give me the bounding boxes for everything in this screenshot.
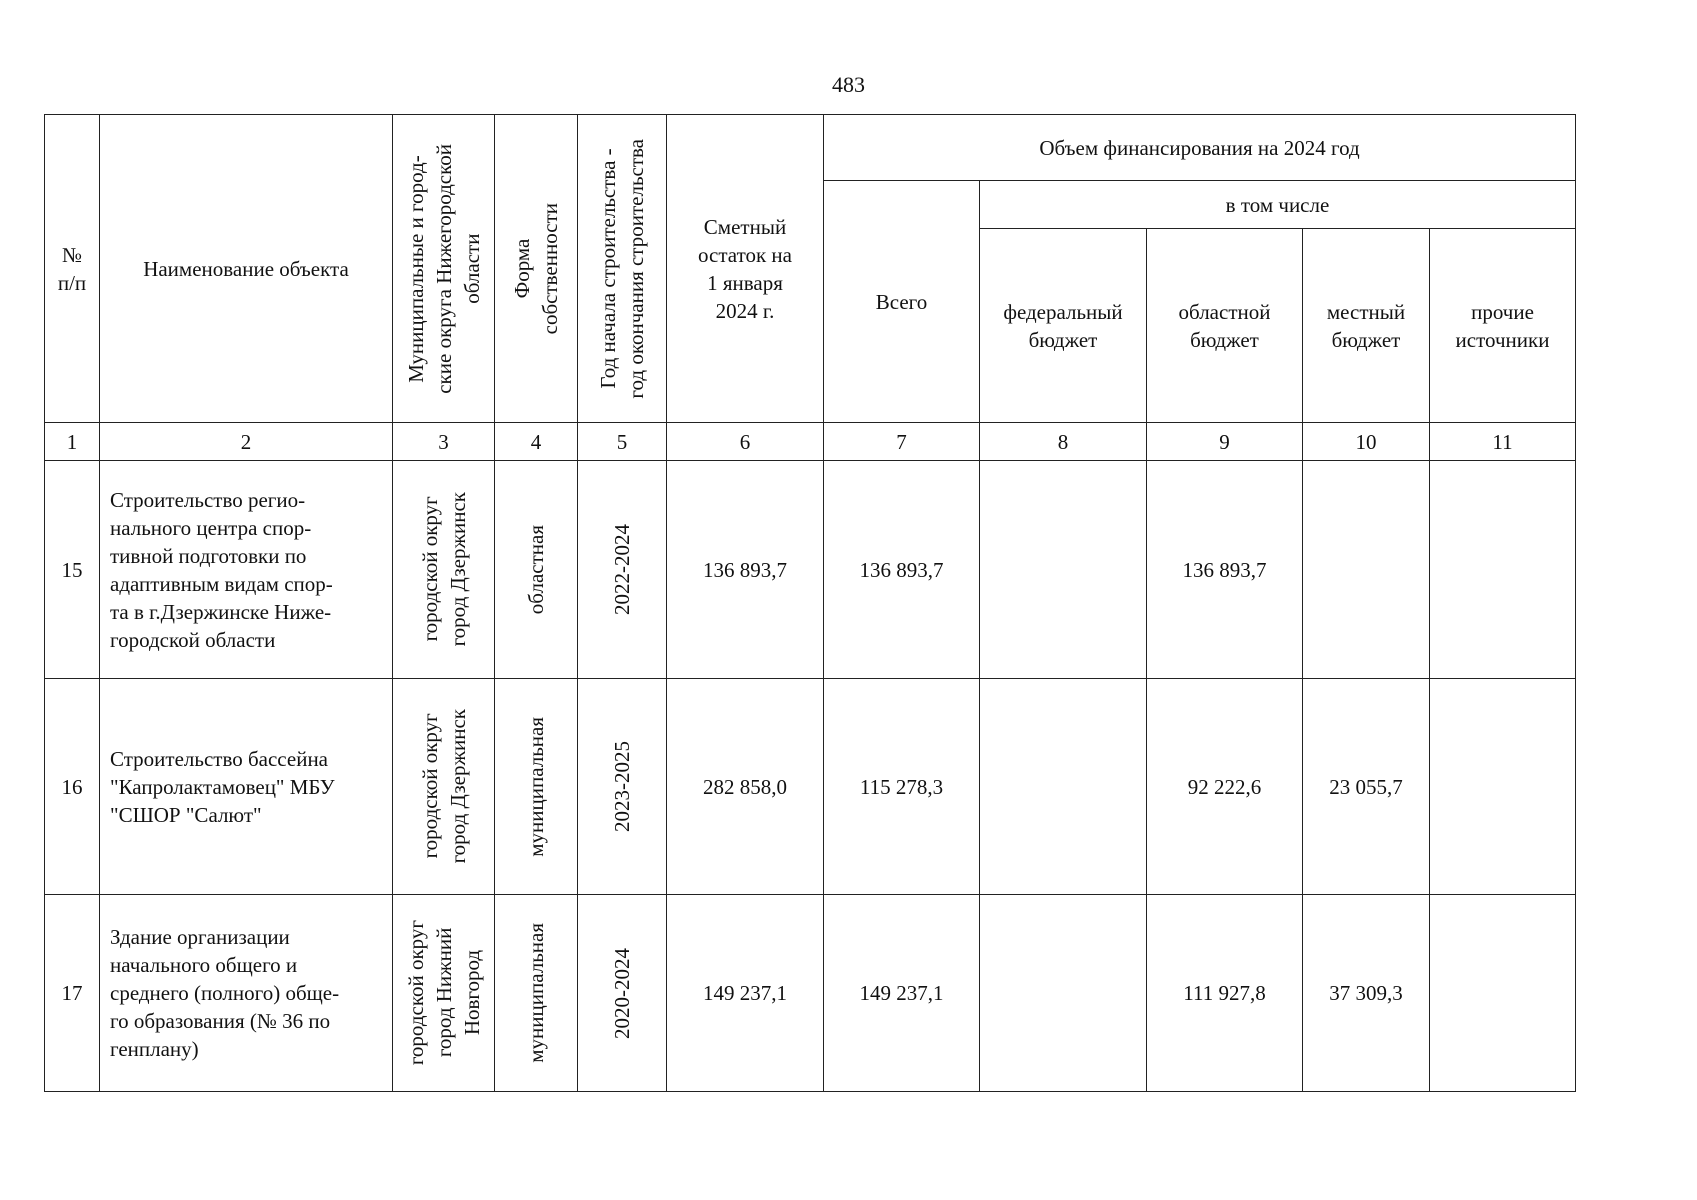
local-cell: 37 309,3 bbox=[1303, 895, 1430, 1092]
header-municipality: Муниципальные и город- ские округа Нижегородской области bbox=[393, 115, 495, 423]
header-federal-budget: федеральный бюджет bbox=[980, 229, 1147, 423]
column-number: 8 bbox=[980, 423, 1147, 461]
row-number: 15 bbox=[45, 461, 100, 679]
row-number: 16 bbox=[45, 679, 100, 895]
remaining-cell: 149 237,1 bbox=[667, 895, 824, 1092]
column-number: 6 bbox=[667, 423, 824, 461]
table-row bbox=[45, 679, 1576, 895]
total-cell: 149 237,1 bbox=[824, 895, 980, 1092]
total-cell: 115 278,3 bbox=[824, 679, 980, 895]
header-local-budget: местный бюджет bbox=[1303, 229, 1430, 423]
total-cell: 136 893,7 bbox=[824, 461, 980, 679]
header-ownership: Форма собственности bbox=[495, 115, 578, 423]
header-including: в том числе bbox=[980, 181, 1576, 229]
column-number: 7 bbox=[824, 423, 980, 461]
column-number: 10 bbox=[1303, 423, 1430, 461]
header-regional-budget: областной бюджет bbox=[1147, 229, 1303, 423]
federal-cell bbox=[980, 679, 1147, 895]
regional-cell: 111 927,8 bbox=[1147, 895, 1303, 1092]
column-number-row bbox=[45, 423, 1576, 461]
ownership-cell: муниципальная bbox=[495, 895, 578, 1092]
years-cell: 2020-2024 bbox=[578, 895, 667, 1092]
object-name: Строительство бассейна "Капролактамовец" МБУ "СШОР "Салют" bbox=[100, 679, 393, 895]
header-other-sources: прочие источники bbox=[1430, 229, 1576, 423]
object-name: Строительство регио- нального центра спор- тивной подготовки по адаптивным видам спор- та в г.Дзержинске Ниже- городской области bbox=[100, 461, 393, 679]
other-cell bbox=[1430, 679, 1576, 895]
object-name: Здание организации начального общего и среднего (полного) обще- го образования (№ 36 по генплану) bbox=[100, 895, 393, 1092]
other-cell bbox=[1430, 461, 1576, 679]
page-number: 483 bbox=[832, 72, 865, 97]
header-row-number: № п/п bbox=[45, 115, 100, 423]
ownership-cell: муниципальная bbox=[495, 679, 578, 895]
column-number: 2 bbox=[100, 423, 393, 461]
column-number: 5 bbox=[578, 423, 667, 461]
column-number: 11 bbox=[1430, 423, 1576, 461]
ownership-cell: областная bbox=[495, 461, 578, 679]
regional-cell: 92 222,6 bbox=[1147, 679, 1303, 895]
header-total: Всего bbox=[824, 181, 980, 423]
federal-cell bbox=[980, 461, 1147, 679]
column-number: 1 bbox=[45, 423, 100, 461]
header-financing-volume: Объем финансирования на 2024 год bbox=[824, 115, 1576, 181]
table-row bbox=[45, 895, 1576, 1092]
row-number: 17 bbox=[45, 895, 100, 1092]
regional-cell: 136 893,7 bbox=[1147, 461, 1303, 679]
header-construction-years: Год начала строительства - год окончания строительства bbox=[578, 115, 667, 423]
remaining-cell: 282 858,0 bbox=[667, 679, 824, 895]
local-cell: 23 055,7 bbox=[1303, 679, 1430, 895]
remaining-cell: 136 893,7 bbox=[667, 461, 824, 679]
municipality-cell: городской округ город Дзержинск bbox=[393, 679, 495, 895]
header-estimated-remainder: Сметный остаток на 1 января 2024 г. bbox=[667, 115, 824, 423]
table-row bbox=[45, 461, 1576, 679]
municipality-cell: городской округ город Дзержинск bbox=[393, 461, 495, 679]
column-number: 9 bbox=[1147, 423, 1303, 461]
financing-table bbox=[44, 114, 1576, 1092]
local-cell bbox=[1303, 461, 1430, 679]
years-cell: 2023-2025 bbox=[578, 679, 667, 895]
column-number: 3 bbox=[393, 423, 495, 461]
header-object-name: Наименование объекта bbox=[100, 115, 393, 423]
municipality-cell: городской округ город Нижний Новгород bbox=[393, 895, 495, 1092]
years-cell: 2022-2024 bbox=[578, 461, 667, 679]
other-cell bbox=[1430, 895, 1576, 1092]
column-number: 4 bbox=[495, 423, 578, 461]
federal-cell bbox=[980, 895, 1147, 1092]
